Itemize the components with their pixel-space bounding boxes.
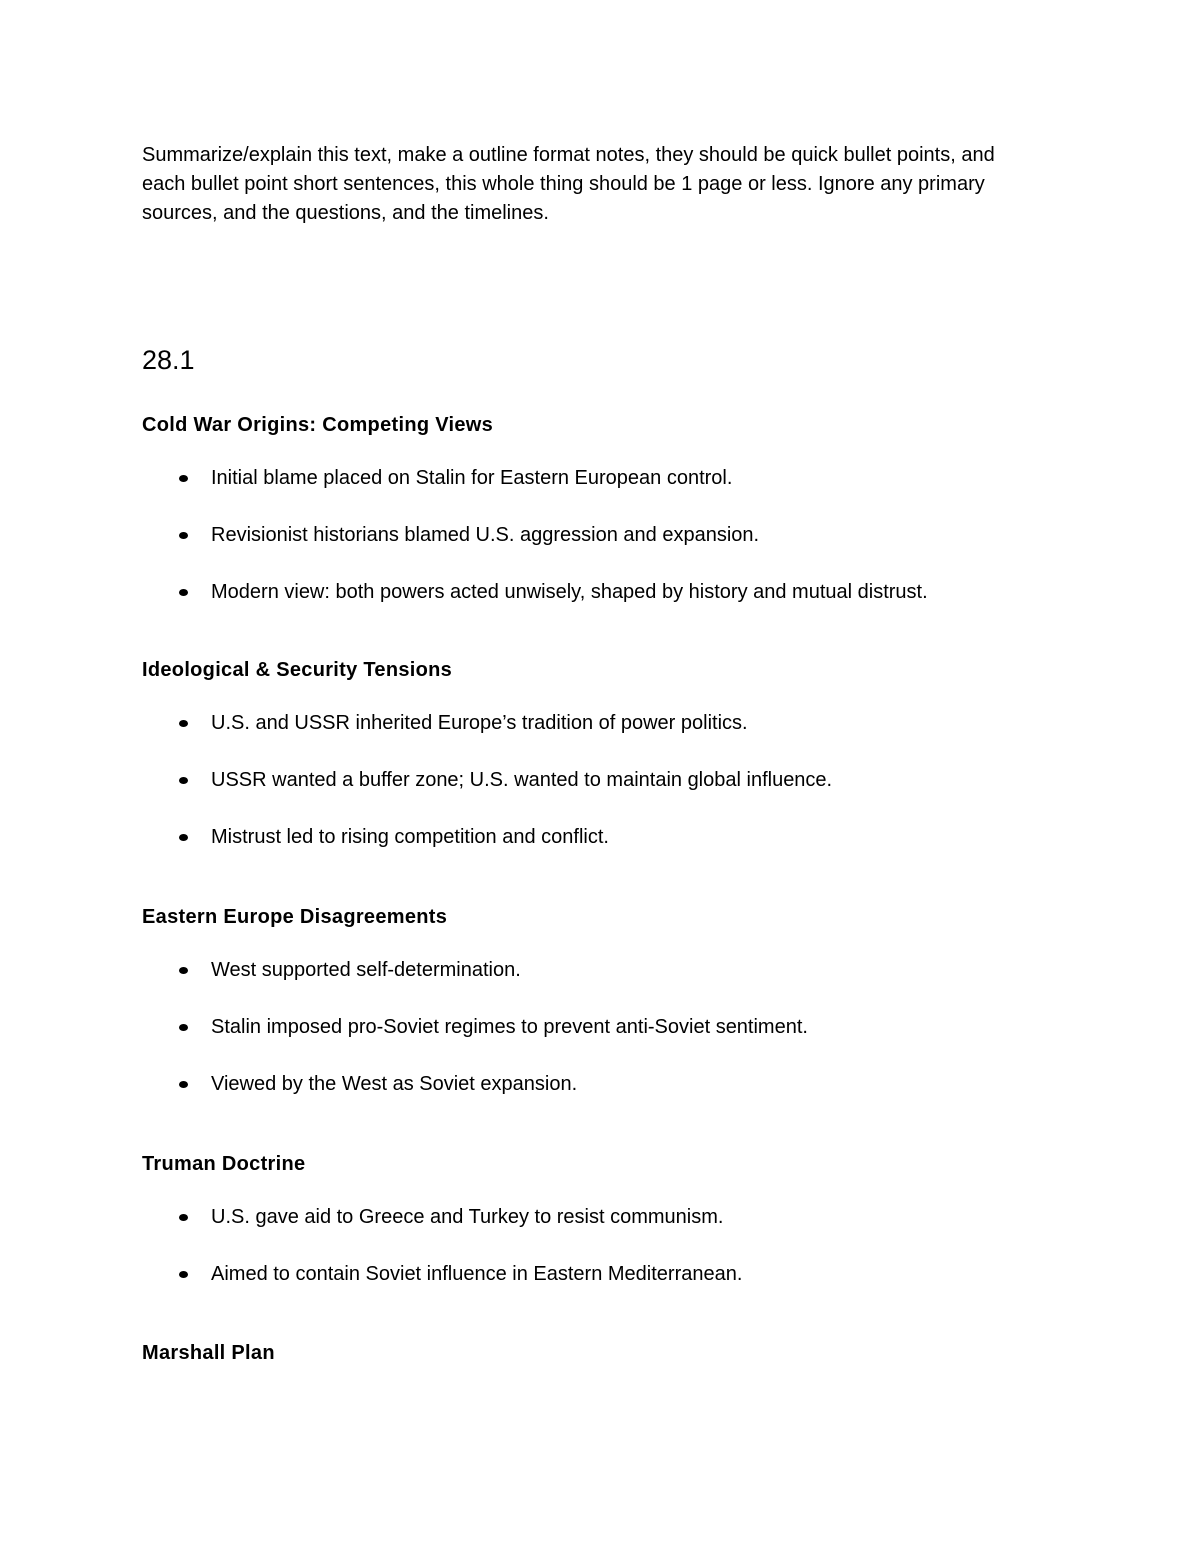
bullet-icon xyxy=(179,1024,188,1031)
bullet-text: Stalin imposed pro-Soviet regimes to prevent anti-Soviet sentiment. xyxy=(211,1016,808,1038)
bullet-text: U.S. gave aid to Greece and Turkey to resist communism. xyxy=(211,1206,724,1228)
bullet-icon xyxy=(179,967,188,974)
bullet-icon xyxy=(179,1271,188,1278)
bullet-text: U.S. and USSR inherited Europe’s tradition of power politics. xyxy=(211,712,748,734)
bullet-icon xyxy=(179,475,188,482)
intro-paragraph: Summarize/explain this text, make a outline format notes, they should be quick bullet points, and each bullet point short sentences, this whole thing should be 1 page or less. Ignore any primary sources, and the questions, and the timelines. xyxy=(142,144,995,224)
bullet-text: Aimed to contain Soviet influence in Eastern Mediterranean. xyxy=(211,1263,743,1285)
section-heading-eastern-europe: Eastern Europe Disagreements xyxy=(142,906,448,928)
bullet-icon xyxy=(179,589,188,596)
bullet-text: Modern view: both powers acted unwisely, shaped by history and mutual distrust. xyxy=(211,581,928,603)
bullet-icon xyxy=(179,1214,188,1221)
bullet-icon xyxy=(179,1081,188,1088)
bullet-text: Mistrust led to rising competition and conflict. xyxy=(211,826,609,848)
bullet-text: Viewed by the West as Soviet expansion. xyxy=(211,1073,578,1095)
section-heading-cold-war-origins: Cold War Origins: Competing Views xyxy=(142,414,494,436)
section-heading-truman-doctrine: Truman Doctrine xyxy=(142,1153,306,1175)
section-number: 28.1 xyxy=(142,345,195,375)
section-heading-ideological-security: Ideological & Security Tensions xyxy=(142,659,453,681)
bullet-text: Revisionist historians blamed U.S. aggression and expansion. xyxy=(211,524,760,546)
bullet-icon xyxy=(179,720,188,727)
bullet-text: West supported self-determination. xyxy=(211,959,521,981)
bullet-icon xyxy=(179,777,188,784)
bullet-icon xyxy=(179,834,188,841)
section-heading-marshall-plan: Marshall Plan xyxy=(142,1342,275,1364)
bullet-text: Initial blame placed on Stalin for Eastern European control. xyxy=(211,467,733,489)
bullet-icon xyxy=(179,532,188,539)
bullet-text: USSR wanted a buffer zone; U.S. wanted to maintain global influence. xyxy=(211,769,833,791)
